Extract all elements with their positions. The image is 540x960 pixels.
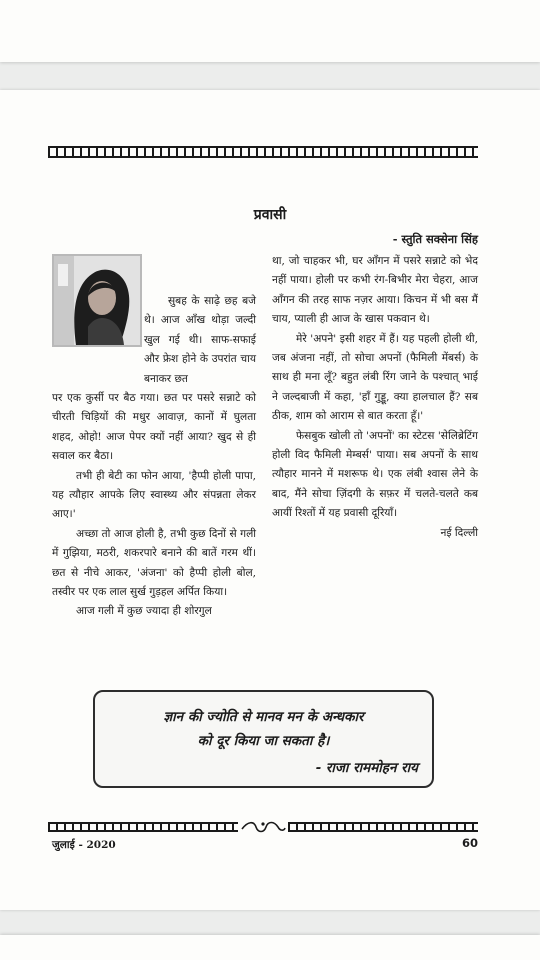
paragraph: था, जो चाहकर भी, घर आँगन में पसरे सन्नाटे को भेद नहीं पाया। होली पर कभी रंग-बिभीर मेरा चेहरा, आज आँगन की तरह साफ नज़र आया। किचन में भी बस मैं चाय, प्याली ही आज के खास पकवान थे। [272,255,478,326]
article-author: - स्तुति सक्सेना सिंह [392,232,478,246]
paragraph: सुबह के साढ़े छह बजे थे। आज आँख थोड़ा जल्दी खुल गई थी। साफ-सफाई और फ्रेश होने के उपरांत चाय बनाकर छत [144,295,256,385]
author-photo [52,254,142,347]
paragraph: पर एक कुर्सी पर बैठ गया। छत पर पसरे सन्नाटे को चीरती चिड़ियों की मधुर आवाज़, कानों में घुलता शहद, ओहो! आज पेपर क्यों नहीं आया? खुद से ही सवाल कर बैठा। [52,392,256,463]
issue-month: जुलाई - 2020 [52,839,116,851]
right-column [272,252,478,543]
article-title: प्रवासी [253,207,287,223]
previous-page-edge [0,0,540,62]
paragraph: तभी ही बेटी का फोन आया, 'हैप्पी होली पापा, यह त्यौहार आपके लिए स्वास्थ्य और संपन्नता लेकर आए।' [52,469,256,521]
quote-author: - राजा राममोहन राय [315,760,418,776]
quote-line: ज्ञान की ज्योति से मानव मन के अन्धकार [163,709,364,725]
page-number: 60 [461,836,478,850]
left-column [52,389,256,622]
next-page-edge [0,935,540,960]
bottom-decorative-border-right [288,822,478,832]
bottom-decorative-border-left [48,822,238,832]
previous-page-footer-rule [30,0,510,5]
paragraph: मेरे 'अपने' इसी शहर में हैं। यह पहली होली थी, जब अंजना नहीं, तो सोचा अपनों (फैमिली मेंबर्स) के साथ ही मना लूँ? बहुत लंबी रिंग जाने के पश्चात् भाई ने जल्दबाजी में कहा, 'हाँ गुड्डू, क्या हालचाल हैं? सब ठीक, शाम को आराम से बात करता हूँ।' [272,332,478,423]
paragraph: फेसबुक खोली तो 'अपनों' का स्टेटस 'सेलिब्रेटिंग होली विद फैमिली मेम्बर्स' पाया। सब अपनों के साथ त्यौहार मानने में मशरूफ थे। एक लंबी श्वास लेने के बाद, मैंने सोचा ज़िंदगी के सफ़र में चलते-चलते कब आयीं रिश्तों में यह प्रवासी दूरियाँ। [272,429,478,520]
left-column-wrap-text [144,292,256,389]
paragraph: आज गली में कुछ ज्यादा ही शोरगुल [76,605,212,618]
center-ornament-icon [240,819,286,835]
article-place: नई दिल्ली [440,526,478,539]
paragraph: अच्छा तो आज होली है, तभी कुछ दिनों से गली में गुझिया, मठरी, शकरपारे बनाने की बातें गरम थीं। छत से नीचे आकर, 'अंजना' को हैप्पी होली बोल, तस्वीर पर एक लाल सुर्ख गुड़हल अर्पित किया। [52,527,256,599]
quote-box [93,690,434,788]
top-decorative-border [48,146,478,158]
quote-line: को दूर किया जा सकता है। [197,733,330,749]
